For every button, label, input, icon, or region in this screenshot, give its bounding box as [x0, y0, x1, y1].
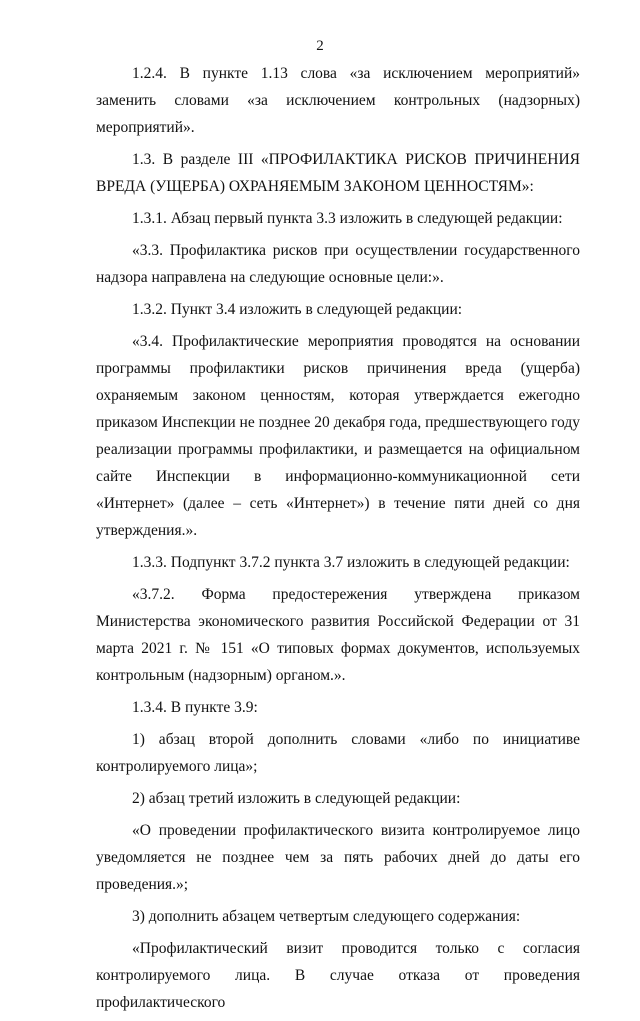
list-item-3: 3) дополнить абзацем четвертым следующего содержания: [132, 908, 521, 925]
list-item-1: 1) абзац второй дополнить словами «либо по инициативе контролируемого лица»; [96, 731, 580, 775]
paragraph-3-3-text: «3.3. Профилактика рисков при осуществлении государственного надзора направлена на следующие основные цели:». [96, 242, 580, 286]
paragraph-1-3-1: 1.3.1. Абзац первый пункта 3.3 изложить в следующей редакции: [132, 210, 563, 227]
paragraph-1-3: 1.3. В разделе III «ПРОФИЛАКТИКА РИСКОВ ПРИЧИНЕНИЯ ВРЕДА (УЩЕРБА) ОХРАНЯЕМЫМ ЗАКОНОМ ЦЕННОСТЯМ»: [96, 151, 580, 195]
paragraph-1-3-4: 1.3.4. В пункте 3.9: [132, 699, 258, 716]
list-item-2: 2) абзац третий изложить в следующей редакции: [132, 790, 461, 807]
paragraph-3-4-text: «3.4. Профилактические мероприятия проводятся на основании программы профилактики рисков причинения вреда (ущерба) охраняемым законом ценностям, которая утверждается ежегодно приказом Инспекции не позднее 20 декабря года, предшествующего году реализации программы профилактики, и размещается на официальном сайте Инспекции в информационно-коммуникационной сети «Интернет» (далее – сеть «Интернет») в течение пяти дней со дня утверждения.». [96, 333, 580, 539]
paragraph-1-2-4: 1.2.4. В пункте 1.13 слова «за исключением мероприятий» заменить словами «за исключением контрольных (надзорных) мероприятий». [96, 65, 580, 136]
quoted-abzac-four: «Профилактический визит проводится только с согласия контролируемого лица. В случае отказа от проведения профилактического [96, 940, 580, 1011]
quoted-abzac-three: «О проведении профилактического визита контролируемое лицо уведомляется не позднее чем за пять рабочих дней до даты его проведения.»; [96, 822, 580, 893]
paragraph-3-7-2-text: «3.7.2. Форма предостережения утверждена приказом Министерства экономического развития Российской Федерации от 31 марта 2021 г. № 151 «О типовых формах документов, используемых контрольным (надзорным) органом.». [96, 586, 580, 684]
document-body [96, 60, 580, 1021]
page-number: 2 [316, 38, 324, 54]
paragraph-1-3-3: 1.3.3. Подпункт 3.7.2 пункта 3.7 изложить в следующей редакции: [132, 554, 570, 571]
paragraph-1-3-2: 1.3.2. Пункт 3.4 изложить в следующей редакции: [132, 301, 463, 318]
